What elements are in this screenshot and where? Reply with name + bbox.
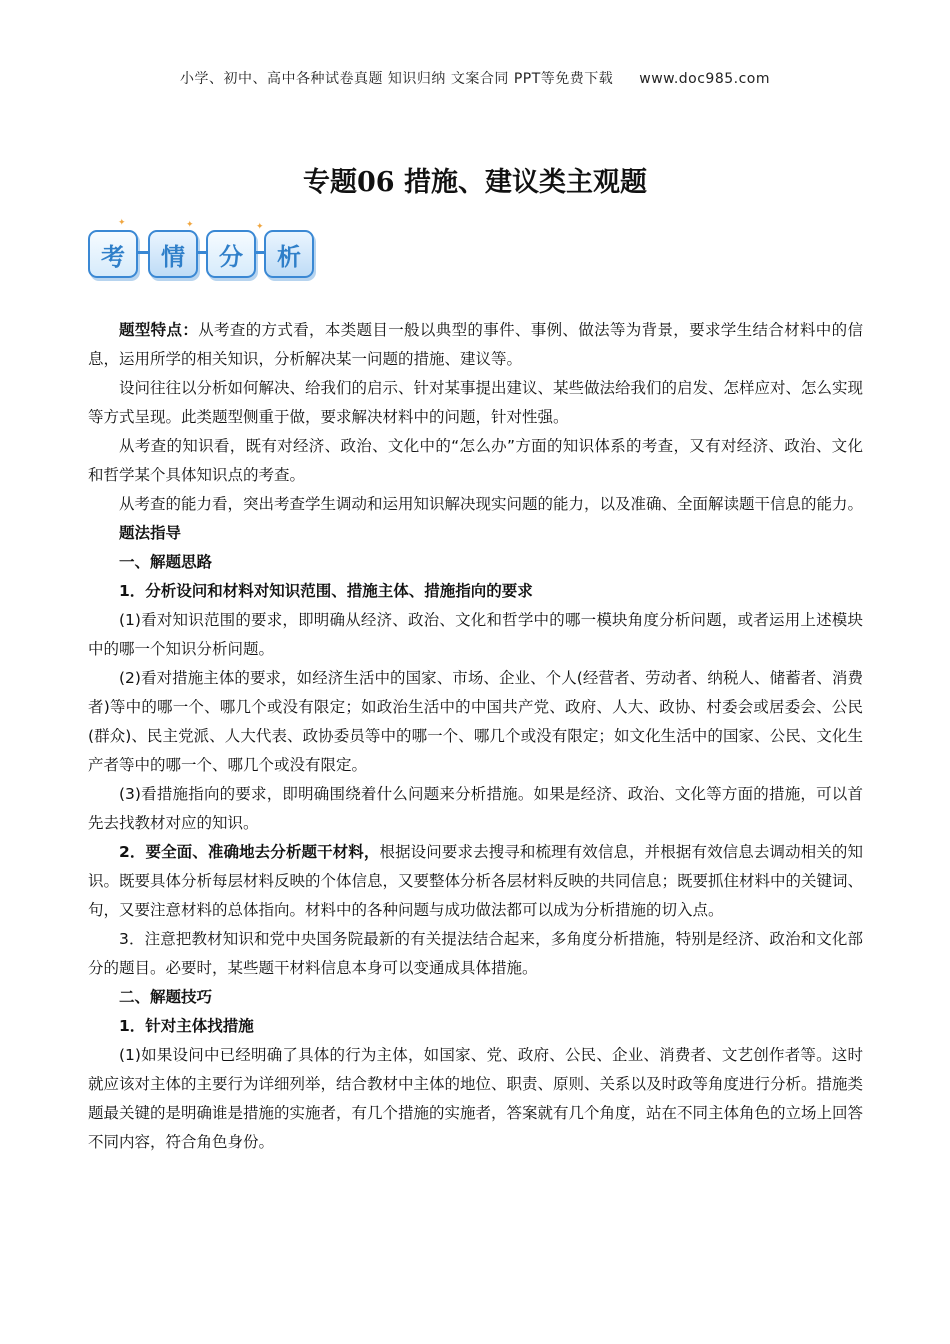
paragraph: (1)看对知识范围的要求，即明确从经济、政治、文化和哲学中的哪一模块角度分析问题，或者运用上述模块中的哪一个知识分析问题。 — [88, 611, 863, 658]
sparkle-icon: ✦ — [186, 220, 194, 230]
paragraph: 3．注意把教材知识和党中央国务院最新的有关提法结合起来，多角度分析措施，特别是经济、政治和文化部分的题目。必要时，某些题干材料信息本身可以变通成具体措施。 — [88, 930, 863, 977]
document-body — [88, 316, 863, 1157]
paragraph: 从考查的能力看，突出考查学生调动和运用知识解决现实问题的能力，以及准确、全面解读题干信息的能力。 — [119, 495, 864, 513]
paragraph — [88, 316, 863, 374]
sparkle-icon: ✦ — [118, 218, 126, 228]
paragraph: (1)如果设问中已经明确了具体的行为主体，如国家、党、政府、公民、企业、消费者、文艺创作者等。这时就应该对主体的主要行为详细列举，结合教材中主体的地位、职责、原则、关系以及时政等角度进行分析。措施类题最关键的是明确谁是措施的实施者，有几个措施的实施者，答案就有几个角度，站在不同主体角色的立场上回答不同内容，符合角色身份。 — [88, 1046, 864, 1151]
banner-tile: 考 — [88, 230, 138, 278]
paragraph: (3)看措施指向的要求，即明确围绕着什么问题来分析措施。如果是经济、政治、文化等方面的措施，可以首先去找教材对应的知识。 — [88, 785, 863, 832]
paragraph-label: 题型特点： — [119, 321, 199, 339]
banner-tile: 析 — [264, 230, 314, 278]
section-heading: 二、解题技巧 — [119, 988, 213, 1006]
header-text: 小学、初中、高中各种试卷真题 知识归纳 文案合同 PPT等免费下载 — [179, 71, 614, 87]
paragraph: 从考查的知识看，既有对经济、政治、文化中的“怎么办”方面的知识体系的考查，又有对经济、政治、文化和哲学某个具体知识点的考查。 — [88, 437, 863, 484]
subsection-heading: 1．分析设问和材料对知识范围、措施主体、措施指向的要求 — [119, 582, 533, 600]
exam-analysis-banner — [88, 218, 328, 288]
banner-tile: 分 — [206, 230, 256, 278]
paragraph-text: 从考查的方式看，本类题目一般以典型的事件、事例、做法等为背景，要求学生结合材料中的信息，运用所学的相关知识，分析解决某一问题的措施、建议等。 — [88, 321, 863, 368]
page-title: 专题06 措施、建议类主观题 — [303, 167, 647, 198]
page-header — [0, 68, 950, 88]
section-heading: 题法指导 — [119, 524, 182, 542]
subsection-heading: 1．针对主体找措施 — [119, 1017, 254, 1035]
paragraph — [88, 838, 863, 925]
sparkle-icon: ✦ — [256, 222, 264, 232]
paragraph-label: 2．要全面、准确地去分析题干材料， — [119, 843, 380, 861]
paragraph: (2)看对措施主体的要求，如经济生活中的国家、市场、企业、个人(经营者、劳动者、纳税人、储蓄者、消费者)等中的哪一个、哪几个或没有限定；如政治生活中的中国共产党、政府、人大、政协、村委会或居委会、公民(群众)、民主党派、人大代表、政协委员等中的哪一个、哪几个或没有限定；如文化生活中的国家、公民、文化生产者等中的哪一个、哪几个或没有限定。 — [88, 669, 863, 774]
banner-tile: 情 — [148, 230, 198, 278]
paragraph: 设问往往以分析如何解决、给我们的启示、针对某事提出建议、某些做法给我们的启发、怎样应对、怎么实现等方式呈现。此类题型侧重于做，要求解决材料中的问题，针对性强。 — [88, 379, 864, 426]
paragraph-text: 根据设问要求去搜寻和梳理有效信息，并根据有效信息去调动相关的知识。既要具体分析每层材料反映的个体信息，又要整体分析各层材料反映的共同信息；既要抓住材料中的关键词、句，又要注意材料的总体指向。材料中的各种问题与成功做法都可以成为分析措施的切入点。 — [88, 843, 864, 919]
section-heading: 一、解题思路 — [119, 553, 213, 571]
header-site[interactable]: www.doc985.com — [639, 71, 771, 87]
